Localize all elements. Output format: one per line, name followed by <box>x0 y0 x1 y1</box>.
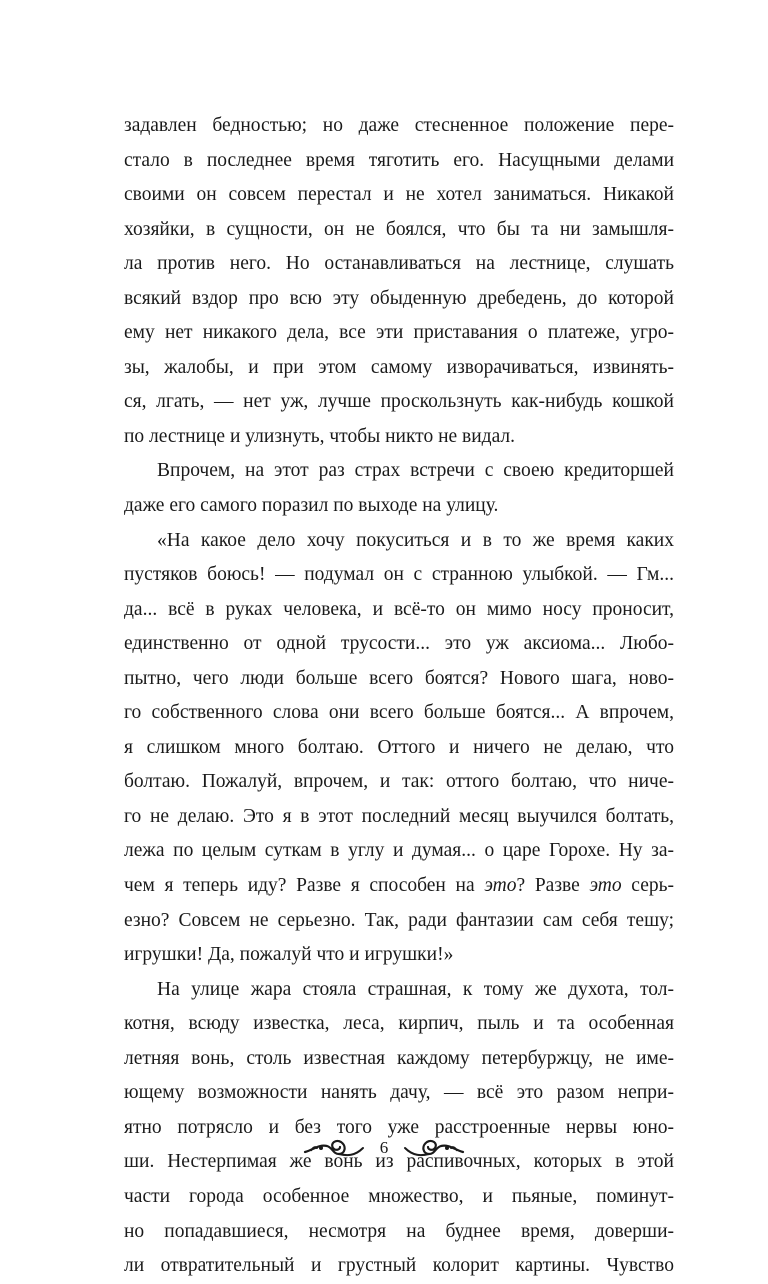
text-line: болтаю. Пожалуй, впрочем, и так: оттого болтаю, что ниче- <box>124 771 674 793</box>
text-line: по лестнице и улизнуть, чтобы никто не видал. <box>124 425 516 447</box>
text-line: ему нет никакого дела, все эти приставания о платеже, угро- <box>124 322 674 344</box>
text-line: пытно, чего люди больше всего боятся? Нового шага, ново- <box>124 667 674 689</box>
text-run: серь- <box>621 875 674 897</box>
text-line: пустяков боюсь! — подумал он с странною улыбкой. — Гм... <box>124 564 674 586</box>
text-line: езно? Совсем не серьезно. Так, ради фантазии сам себя тешу; <box>124 909 674 931</box>
text-line: ющему возможности нанять дачу, — всё это разом непри- <box>124 1082 674 1104</box>
text-line: го не делаю. Это я в этот последний месяц выучился болтать, <box>124 805 674 827</box>
text-line: задавлен бедностью; но даже стесненное положение пере- <box>124 115 674 136</box>
text-line: да... всё в руках человека, и всё-то он мимо носу проносит, <box>124 598 674 620</box>
text-line: ла против него. Но останавливаться на лестнице, слушать <box>124 253 674 275</box>
italic-word: это <box>484 875 517 897</box>
text-line: го собственного слова они всего больше боятся... А впрочем, <box>124 702 674 724</box>
text-line: части города особенное множество, и пьяные, поминут- <box>124 1185 674 1207</box>
text-line: я слишком много болтаю. Оттого и ничего не делаю, что <box>124 736 674 758</box>
text-run: ? Разве <box>516 875 590 897</box>
text-line: ли отвратительный и грустный колорит картины. Чувство <box>124 1255 674 1277</box>
text-line: хозяйки, в сущности, он не боялся, что бы та ни замышля- <box>124 218 674 240</box>
body-text <box>124 109 674 1284</box>
text-line: зы, жалобы, и при этом самому изворачиваться, извинять- <box>124 356 674 378</box>
page-number: 6 <box>379 1138 389 1157</box>
text-line: игрушки! Да, пожалуй что и игрушки!» <box>124 944 454 966</box>
text-line <box>124 869 674 904</box>
italic-word: это <box>589 875 622 897</box>
text-line: ши. Нестерпимая же вонь из распивочных, которых в этой <box>124 1151 674 1173</box>
text-line: стало в последнее время тяготить его. Насущными делами <box>124 149 674 171</box>
flourish-right-icon <box>401 1134 465 1162</box>
text-line: «На какое дело хочу покуситься и в то же время каких <box>157 529 674 551</box>
text-line: котня, всюду известка, леса, кирпич, пыль и та особенная <box>124 1013 674 1035</box>
text-line: лежа по целым суткам в углу и думая... о царе Горохе. Ну за- <box>124 840 674 862</box>
text-line: даже его самого поразил по выходе на улицу. <box>124 495 499 517</box>
text-line: всякий вздор про всю эту обыденную дребедень, до которой <box>124 287 674 309</box>
text-line: Впрочем, на этот раз страх встречи с своею кредиторшей <box>157 460 674 482</box>
flourish-left-icon <box>303 1134 367 1162</box>
text-line: ся, лгать, — нет уж, лучше проскользнуть как-нибудь кошкой <box>124 391 674 413</box>
text-line: ятно потрясло и без того уже расстроенные нервы юно- <box>124 1116 674 1138</box>
text-line: единственно от одной трусости... это уж аксиома... Любо- <box>124 633 674 655</box>
page-footer <box>0 1128 768 1168</box>
text-line: но попадавшиеся, несмотря на буднее время, доверши- <box>124 1220 674 1242</box>
text-line: летняя вонь, столь известная каждому петербуржцу, не име- <box>124 1047 674 1069</box>
text-line: своими он совсем перестал и не хотел заниматься. Никакой <box>124 184 674 206</box>
text-line: На улице жара стояла страшная, к тому же духота, тол- <box>157 978 674 1000</box>
text-run: чем я теперь иду? Разве я способен на <box>124 875 485 897</box>
